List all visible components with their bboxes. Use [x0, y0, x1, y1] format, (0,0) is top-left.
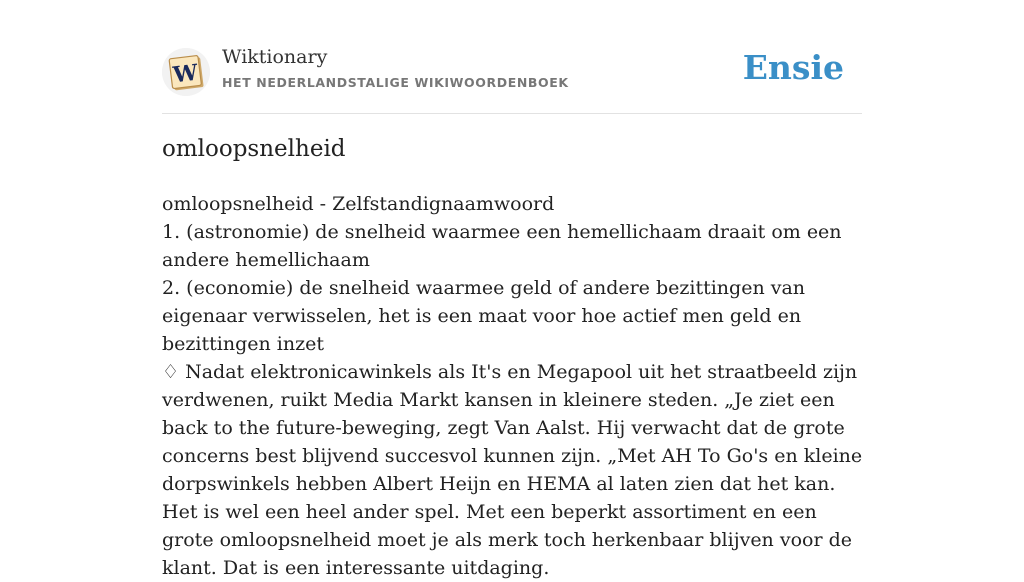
brand-logo[interactable]: Ensie: [742, 48, 844, 87]
definition-2: 2. (economie) de snelheid waarmee geld of andere bezittingen van eigenaar verwisselen, het is een maat voor hoe actief men geld en bezittingen inzet: [162, 277, 806, 355]
site-tagline: HET NEDERLANDSTALIGE WIKIWOORDENBOEK: [222, 75, 569, 90]
definition-1: 1. (astronomie) de snelheid waarmee een hemellichaam draait om een andere hemellichaam: [162, 221, 842, 271]
page-title: omloopsnelheid: [162, 136, 346, 162]
example-quote: ♢ Nadat elektronicawinkels als It's en Megapool uit het straatbeeld zijn verdwenen, ruikt Media Markt kansen in kleinere steden. „Je ziet een back to the future-beweging, zegt Van Aalst. Hij verwacht dat de grote concerns best blijvend succesvol kunnen zijn. „Met AH To Go's en kleine dorpswinkels hebben Albert Heijn en HEMA al laten zien dat het kan. Het is wel een heel ander spel. Met een beperkt assortiment en een grote omloopsnelheid moet je als merk toch herkenbaar blijven voor de klant. Dat is een interessante uitdaging.: [162, 361, 863, 579]
entry-content: [162, 190, 867, 582]
word-class-line: omloopsnelheid - Zelfstandignaamwoord: [162, 193, 555, 215]
site-name[interactable]: Wiktionary: [222, 46, 328, 68]
wiktionary-logo-icon[interactable]: [162, 48, 210, 96]
logo-letter: W: [171, 59, 200, 89]
site-header: [162, 44, 862, 114]
header-divider: [162, 113, 862, 114]
